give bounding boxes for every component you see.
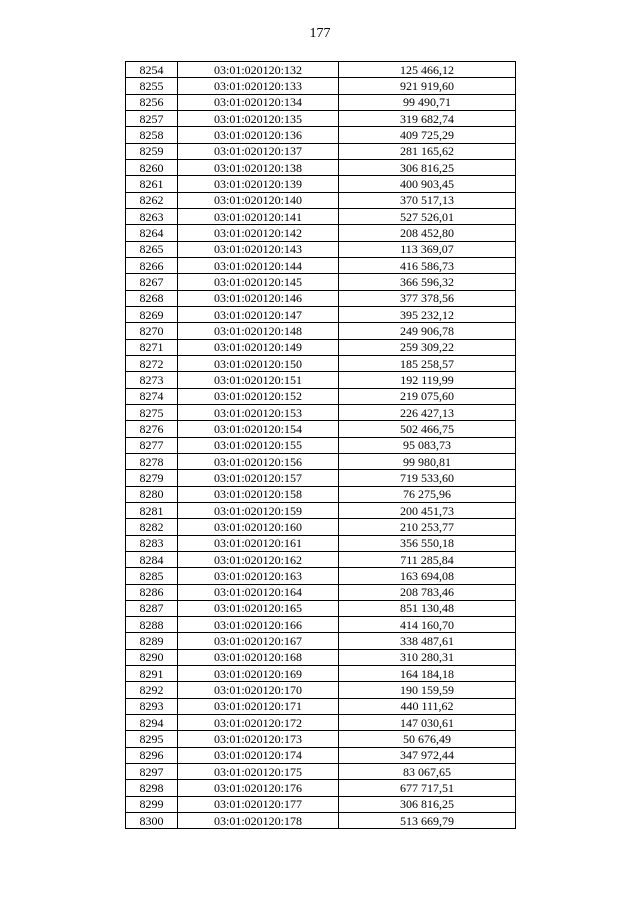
table-row [126,388,516,404]
cadastral-value-table [125,61,516,829]
cadastral-number-cell: 03:01:020120:158 [178,486,339,502]
cadastral-number-cell: 03:01:020120:169 [178,666,339,682]
row-number-cell: 8269 [126,306,178,322]
table-row [126,551,516,567]
row-number-cell: 8285 [126,568,178,584]
row-number-cell: 8268 [126,290,178,306]
row-number-cell: 8266 [126,257,178,273]
table-row [126,486,516,502]
table-row [126,796,516,812]
cadastral-value-cell: 190 159,59 [339,682,516,698]
cadastral-value-cell: 99 980,81 [339,453,516,469]
cadastral-number-cell: 03:01:020120:132 [178,62,339,78]
table-row [126,404,516,420]
cadastral-value-cell: 147 030,61 [339,715,516,731]
row-number-cell: 8290 [126,649,178,665]
cadastral-number-cell: 03:01:020120:173 [178,731,339,747]
table-row [126,600,516,616]
cadastral-value-cell: 226 427,13 [339,404,516,420]
table-row [126,306,516,322]
cadastral-value-cell: 347 972,44 [339,747,516,763]
row-number-cell: 8288 [126,617,178,633]
table-row [126,143,516,159]
table-row [126,274,516,290]
table-row [126,617,516,633]
cadastral-number-cell: 03:01:020120:167 [178,633,339,649]
table-row [126,584,516,600]
row-number-cell: 8294 [126,715,178,731]
cadastral-value-cell: 200 451,73 [339,502,516,518]
cadastral-value-cell: 400 903,45 [339,176,516,192]
cadastral-number-cell: 03:01:020120:146 [178,290,339,306]
cadastral-number-cell: 03:01:020120:175 [178,764,339,780]
cadastral-number-cell: 03:01:020120:163 [178,568,339,584]
table-row [126,372,516,388]
row-number-cell: 8299 [126,796,178,812]
cadastral-value-cell: 306 816,25 [339,796,516,812]
cadastral-number-cell: 03:01:020120:159 [178,502,339,518]
cadastral-number-cell: 03:01:020120:135 [178,110,339,126]
table-row [126,437,516,453]
cadastral-number-cell: 03:01:020120:162 [178,551,339,567]
cadastral-number-cell: 03:01:020120:139 [178,176,339,192]
cadastral-value-cell: 83 067,65 [339,764,516,780]
row-number-cell: 8256 [126,94,178,110]
row-number-cell: 8263 [126,208,178,224]
cadastral-number-cell: 03:01:020120:141 [178,208,339,224]
cadastral-value-cell: 338 487,61 [339,633,516,649]
table-row [126,535,516,551]
row-number-cell: 8258 [126,127,178,143]
row-number-cell: 8295 [126,731,178,747]
cadastral-value-cell: 219 075,60 [339,388,516,404]
cadastral-value-cell: 366 596,32 [339,274,516,290]
cadastral-number-cell: 03:01:020120:160 [178,519,339,535]
row-number-cell: 8274 [126,388,178,404]
table-row [126,241,516,257]
row-number-cell: 8296 [126,747,178,763]
row-number-cell: 8300 [126,813,178,829]
cadastral-number-cell: 03:01:020120:152 [178,388,339,404]
cadastral-number-cell: 03:01:020120:164 [178,584,339,600]
cadastral-value-cell: 210 253,77 [339,519,516,535]
cadastral-value-cell: 440 111,62 [339,698,516,714]
cadastral-value-cell: 249 906,78 [339,323,516,339]
cadastral-value-cell: 192 119,99 [339,372,516,388]
cadastral-number-cell: 03:01:020120:161 [178,535,339,551]
table-row [126,159,516,175]
cadastral-number-cell: 03:01:020120:177 [178,796,339,812]
row-number-cell: 8273 [126,372,178,388]
cadastral-value-cell: 281 165,62 [339,143,516,159]
row-number-cell: 8278 [126,453,178,469]
cadastral-number-cell: 03:01:020120:153 [178,404,339,420]
cadastral-value-cell: 677 717,51 [339,780,516,796]
cadastral-number-cell: 03:01:020120:151 [178,372,339,388]
table-row [126,176,516,192]
cadastral-value-cell: 356 550,18 [339,535,516,551]
cadastral-value-cell: 125 466,12 [339,62,516,78]
cadastral-number-cell: 03:01:020120:138 [178,159,339,175]
cadastral-number-cell: 03:01:020120:149 [178,339,339,355]
row-number-cell: 8257 [126,110,178,126]
table-row [126,633,516,649]
row-number-cell: 8283 [126,535,178,551]
row-number-cell: 8289 [126,633,178,649]
table-row [126,192,516,208]
table-row [126,225,516,241]
table-row [126,649,516,665]
table-row [126,519,516,535]
cadastral-number-cell: 03:01:020120:137 [178,143,339,159]
cadastral-number-cell: 03:01:020120:144 [178,257,339,273]
table-row [126,780,516,796]
cadastral-value-cell: 310 280,31 [339,649,516,665]
cadastral-number-cell: 03:01:020120:168 [178,649,339,665]
cadastral-value-cell: 259 309,22 [339,339,516,355]
cadastral-number-cell: 03:01:020120:165 [178,600,339,616]
row-number-cell: 8255 [126,78,178,94]
cadastral-value-cell: 377 378,56 [339,290,516,306]
cadastral-value-cell: 719 533,60 [339,470,516,486]
cadastral-number-cell: 03:01:020120:174 [178,747,339,763]
row-number-cell: 8279 [126,470,178,486]
row-number-cell: 8277 [126,437,178,453]
table-row [126,355,516,371]
cadastral-number-cell: 03:01:020120:140 [178,192,339,208]
row-number-cell: 8261 [126,176,178,192]
table-row [126,110,516,126]
table-body [126,62,516,829]
cadastral-number-cell: 03:01:020120:134 [178,94,339,110]
cadastral-value-cell: 95 083,73 [339,437,516,453]
table-row [126,470,516,486]
cadastral-number-cell: 03:01:020120:155 [178,437,339,453]
cadastral-number-cell: 03:01:020120:154 [178,421,339,437]
cadastral-value-cell: 921 919,60 [339,78,516,94]
row-number-cell: 8292 [126,682,178,698]
row-number-cell: 8287 [126,600,178,616]
table-row [126,764,516,780]
table-row [126,453,516,469]
cadastral-value-cell: 208 452,80 [339,225,516,241]
cadastral-number-cell: 03:01:020120:157 [178,470,339,486]
row-number-cell: 8280 [126,486,178,502]
cadastral-value-cell: 416 586,73 [339,257,516,273]
row-number-cell: 8265 [126,241,178,257]
row-number-cell: 8262 [126,192,178,208]
cadastral-value-cell: 370 517,13 [339,192,516,208]
cadastral-number-cell: 03:01:020120:171 [178,698,339,714]
table-row [126,323,516,339]
cadastral-number-cell: 03:01:020120:143 [178,241,339,257]
cadastral-number-cell: 03:01:020120:166 [178,617,339,633]
table-row [126,731,516,747]
table-row [126,78,516,94]
table-row [126,290,516,306]
row-number-cell: 8270 [126,323,178,339]
table-row [126,339,516,355]
table-row [126,813,516,829]
cadastral-value-cell: 50 676,49 [339,731,516,747]
cadastral-value-cell: 208 783,46 [339,584,516,600]
cadastral-value-cell: 527 526,01 [339,208,516,224]
cadastral-number-cell: 03:01:020120:178 [178,813,339,829]
row-number-cell: 8282 [126,519,178,535]
cadastral-value-cell: 76 275,96 [339,486,516,502]
cadastral-value-cell: 306 816,25 [339,159,516,175]
table-row [126,715,516,731]
row-number-cell: 8259 [126,143,178,159]
table-row [126,747,516,763]
cadastral-number-cell: 03:01:020120:136 [178,127,339,143]
table-row [126,698,516,714]
cadastral-value-cell: 409 725,29 [339,127,516,143]
row-number-cell: 8298 [126,780,178,796]
row-number-cell: 8264 [126,225,178,241]
cadastral-value-cell: 99 490,71 [339,94,516,110]
table-row [126,568,516,584]
table-row [126,502,516,518]
cadastral-value-cell: 163 694,08 [339,568,516,584]
row-number-cell: 8293 [126,698,178,714]
cadastral-value-cell: 319 682,74 [339,110,516,126]
table-row [126,666,516,682]
cadastral-value-cell: 502 466,75 [339,421,516,437]
table-row [126,682,516,698]
cadastral-number-cell: 03:01:020120:145 [178,274,339,290]
page-number: 177 [309,26,331,41]
table-row [126,257,516,273]
cadastral-value-cell: 414 160,70 [339,617,516,633]
row-number-cell: 8260 [126,159,178,175]
row-number-cell: 8275 [126,404,178,420]
cadastral-value-cell: 164 184,18 [339,666,516,682]
row-number-cell: 8271 [126,339,178,355]
table-row [126,127,516,143]
cadastral-value-cell: 395 232,12 [339,306,516,322]
row-number-cell: 8281 [126,502,178,518]
table-row [126,62,516,78]
row-number-cell: 8291 [126,666,178,682]
cadastral-number-cell: 03:01:020120:147 [178,306,339,322]
cadastral-number-cell: 03:01:020120:172 [178,715,339,731]
table-row [126,208,516,224]
cadastral-value-cell: 513 669,79 [339,813,516,829]
table-row [126,94,516,110]
cadastral-value-cell: 113 369,07 [339,241,516,257]
cadastral-number-cell: 03:01:020120:176 [178,780,339,796]
row-number-cell: 8267 [126,274,178,290]
row-number-cell: 8286 [126,584,178,600]
cadastral-number-cell: 03:01:020120:156 [178,453,339,469]
cadastral-number-cell: 03:01:020120:150 [178,355,339,371]
row-number-cell: 8254 [126,62,178,78]
row-number-cell: 8284 [126,551,178,567]
cadastral-value-cell: 185 258,57 [339,355,516,371]
row-number-cell: 8272 [126,355,178,371]
cadastral-value-cell: 851 130,48 [339,600,516,616]
cadastral-value-cell: 711 285,84 [339,551,516,567]
cadastral-number-cell: 03:01:020120:142 [178,225,339,241]
cadastral-number-cell: 03:01:020120:133 [178,78,339,94]
row-number-cell: 8297 [126,764,178,780]
table-row [126,421,516,437]
cadastral-number-cell: 03:01:020120:148 [178,323,339,339]
row-number-cell: 8276 [126,421,178,437]
cadastral-number-cell: 03:01:020120:170 [178,682,339,698]
